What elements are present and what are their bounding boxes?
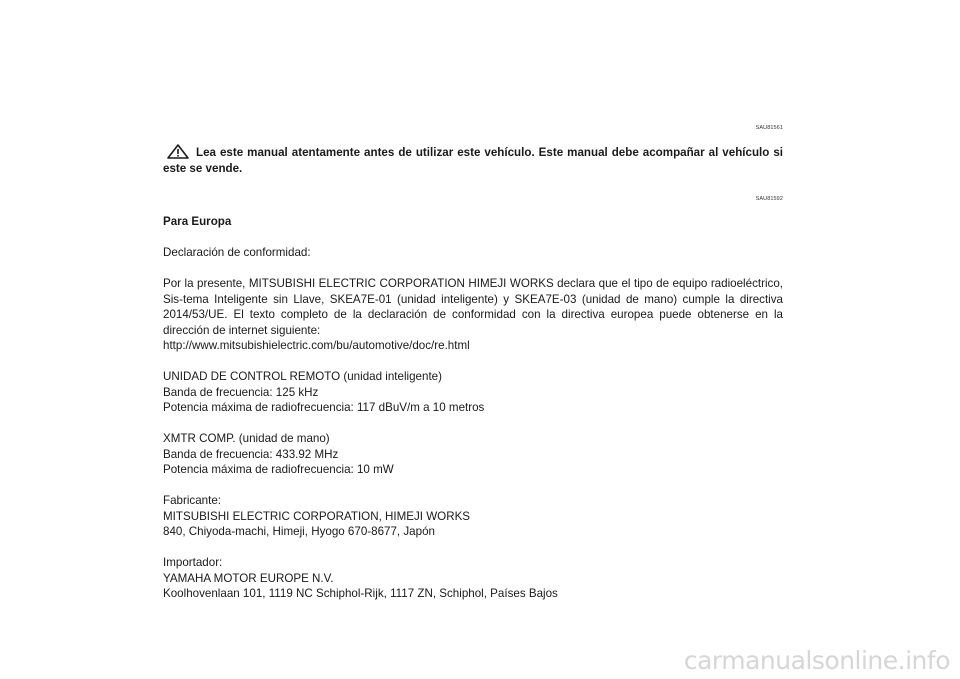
remote-unit-name: UNIDAD DE CONTROL REMOTO (unidad inteligente) xyxy=(163,370,442,383)
hand-unit-frequency: Banda de frecuencia: 433.92 MHz xyxy=(163,447,339,461)
manufacturer-label: Fabricante: xyxy=(163,494,221,507)
europe-section xyxy=(163,214,783,602)
remote-unit-power: Potencia máxima de radiofrecuencia: 117 dBuV/m a 10 metros xyxy=(163,401,485,414)
importer-address: Koolhovenlaan 101, 1119 NC Schiphol-Rijk, 1117 ZN, Schiphol, Países Bajos xyxy=(163,587,558,600)
remote-unit-frequency: Banda de frecuencia: 125 kHz xyxy=(163,385,319,399)
declaration-title: Declaración de conformidad: xyxy=(163,246,311,259)
section-code: SAU81592 xyxy=(755,196,783,202)
warning-triangle-icon xyxy=(167,144,189,159)
importer-name: YAMAHA MOTOR EUROPE N.V. xyxy=(163,571,334,585)
section-heading: Para Europa xyxy=(163,215,232,228)
declaration-url: http://www.mitsubishielectric.com/bu/automotive/doc/re.html xyxy=(163,339,470,352)
hand-unit-name: XMTR COMP. (unidad de mano) xyxy=(163,432,330,445)
site-watermark: carmanualsonline.info xyxy=(683,646,950,675)
warning-text: Lea este manual atentamente antes de utilizar este vehículo. Este manual debe acompañar al vehículo si este se vende. xyxy=(163,146,783,175)
manual-page xyxy=(163,0,783,679)
section-code: SAU81561 xyxy=(755,125,783,131)
warning-notice xyxy=(163,144,783,176)
importer-label: Importador: xyxy=(163,556,223,569)
manufacturer-name: MITSUBISHI ELECTRIC CORPORATION, HIMEJI WORKS xyxy=(163,509,471,523)
hand-unit-power: Potencia máxima de radiofrecuencia: 10 mW xyxy=(163,463,394,476)
declaration-text: Por la presente, MITSUBISHI ELECTRIC CORPORATION HIMEJI WORKS declara que el tipo de equipo radioeléctrico, Sis-tema Inteligente sin Llave, SKEA7E-01 (unidad inteligente) y SKEA7E-03 (unidad de mano) cumple la directiva 2014/53/UE. El texto completo de la declaración de conformidad con la directiva europea puede obtenerse en la dirección de internet siguiente: xyxy=(163,277,783,337)
manufacturer-address: 840, Chiyoda-machi, Himeji, Hyogo 670-8677, Japón xyxy=(163,525,435,538)
